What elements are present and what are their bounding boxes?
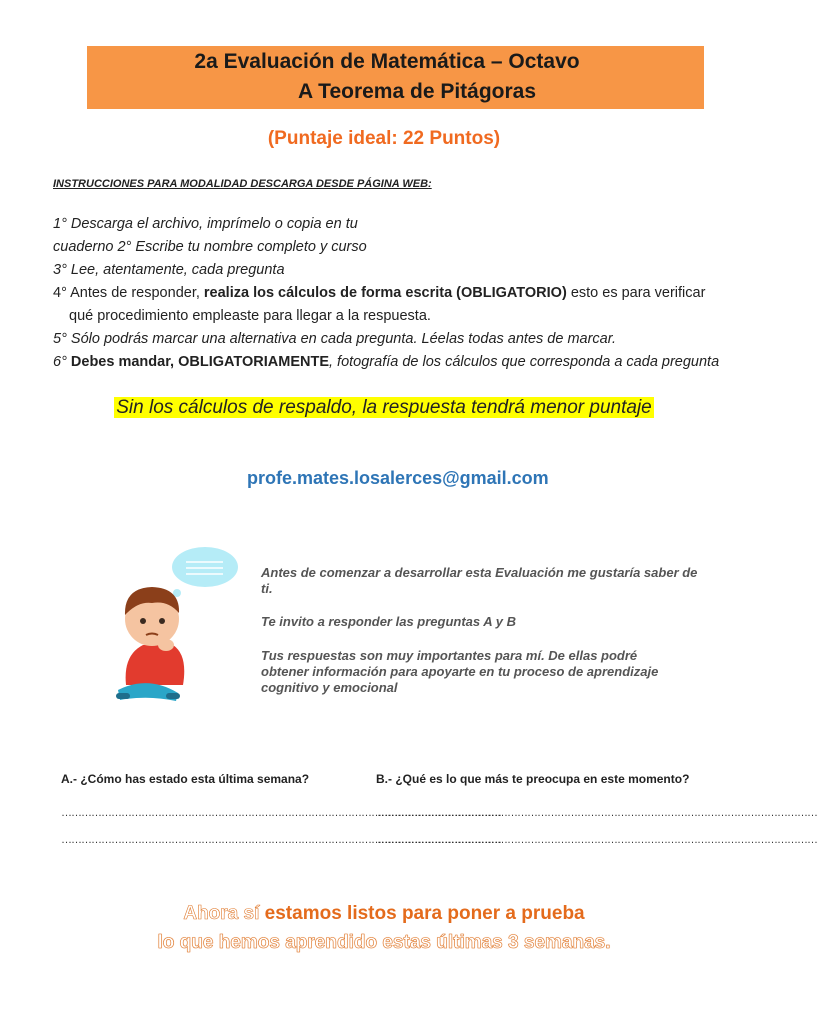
- document-subtitle: A Teorema de Pitágoras: [297, 80, 537, 103]
- question-a: A.- ¿Cómo has estado esta última semana?: [61, 772, 310, 786]
- instruction-4-cont: qué procedimiento empleaste para llegar a la respuesta.: [69, 308, 431, 324]
- document-title: 2a Evaluación de Matemática – Octavo: [194, 50, 580, 73]
- contact-email: profe.mates.losalerces@gmail.com: [247, 468, 549, 488]
- closing-line-1: Ahora sí estamos listos para poner a prueba: [183, 903, 585, 924]
- intro-paragraph-2: Te invito a responder las preguntas A y B: [261, 614, 517, 629]
- closing-line-2: lo que hemos aprendido estas últimas 3 semanas.: [157, 932, 611, 953]
- instruction-2: cuaderno 2° Escribe tu nombre completo y curso: [53, 239, 367, 255]
- instruction-3: 3° Lee, atentamente, cada pregunta: [53, 262, 285, 278]
- warning-highlight: Sin los cálculos de respaldo, la respuesta tendrá menor puntaje: [116, 397, 652, 418]
- question-b: B.- ¿Qué es lo que más te preocupa en este momento?: [376, 772, 690, 786]
- answer-line-b-2[interactable]: ……………………………………………………………………………………………………………………: [377, 834, 817, 846]
- instruction-1: 1° Descarga el archivo, imprímelo o copia en tu: [53, 216, 358, 232]
- answer-line-a-2[interactable]: ……………………………………………………………………………………………………………………: [61, 834, 501, 846]
- instruction-5: 5° Sólo podrás marcar una alternativa en cada pregunta. Léelas todas antes de marcar.: [53, 331, 617, 347]
- answer-line-a-1[interactable]: ……………………………………………………………………………………………………………………: [61, 807, 501, 819]
- instructions-heading: INSTRUCCIONES PARA MODALIDAD DESCARGA DESDE PÁGINA WEB:: [53, 178, 432, 190]
- thinking-boy-illustration: [108, 545, 248, 705]
- intro-paragraph-3: Tus respuestas son muy importantes para mí. De ellas podré obtener información para apoyarte en tu proceso de aprendizaje cognitivo y emocional: [261, 648, 659, 695]
- score-note: (Puntaje ideal: 22 Puntos): [267, 128, 501, 149]
- thought-bubble: [172, 547, 238, 587]
- intro-paragraph-1: Antes de comenzar a desarrollar esta Evaluación me gustaría saber de ti.: [261, 565, 698, 596]
- answer-line-b-1[interactable]: ……………………………………………………………………………………………………………………: [377, 807, 817, 819]
- instruction-4: 4° Antes de responder, realiza los cálculos de forma escrita (OBLIGATORIO) esto es para verificar: [53, 285, 706, 301]
- instruction-6: 6° Debes mandar, OBLIGATORIAMENTE, fotografía de los cálculos que corresponda a cada pregunta: [53, 354, 720, 370]
